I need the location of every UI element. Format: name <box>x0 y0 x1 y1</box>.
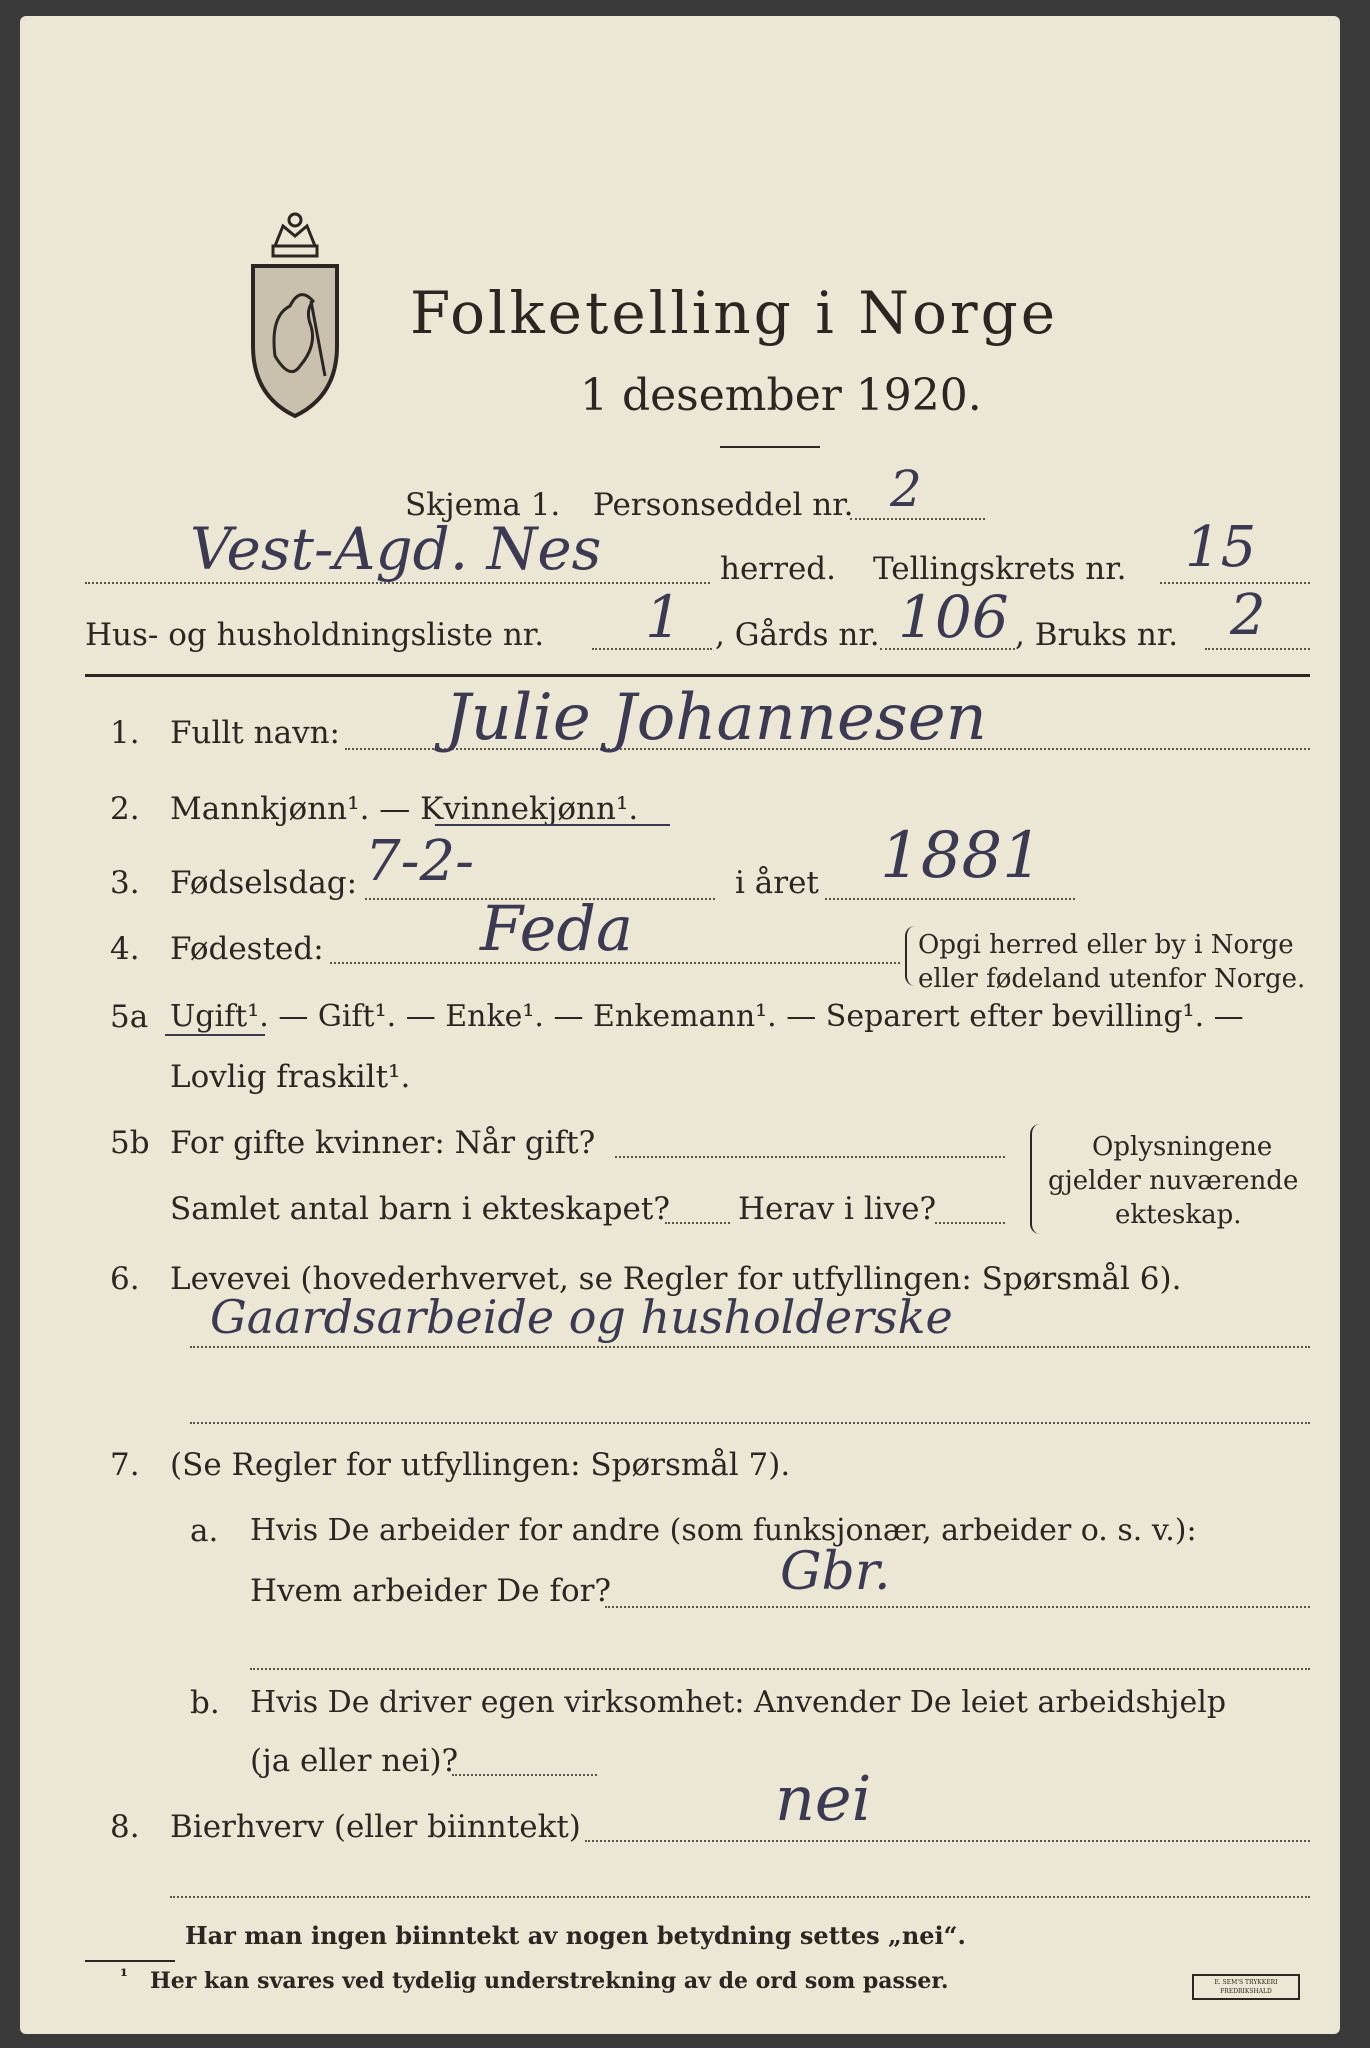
herred-value: Vest-Agd. Nes <box>190 515 602 583</box>
q7b-question: (ja eller nei)? <box>250 1743 459 1779</box>
q6-number: 6. <box>110 1261 140 1297</box>
q5a-line1: Ugift¹. — Gift¹. — Enke¹. — Enkemann¹. — Separert efter bevilling¹. — <box>170 999 1244 1034</box>
fodested-note-line2: eller fødeland utenfor Norge. <box>918 964 1306 994</box>
personseddel-value: 2 <box>890 460 922 518</box>
bierhverv-field[interactable] <box>585 1840 1310 1842</box>
live-label: Herav i live? <box>738 1191 937 1227</box>
aaret-field[interactable] <box>825 898 1075 900</box>
q5a-line2: Lovlig fraskilt¹. <box>170 1059 411 1095</box>
arbeider-for-field[interactable] <box>605 1606 1310 1608</box>
census-form <box>20 16 1340 2034</box>
q3-number: 3. <box>110 865 140 901</box>
husholdningsliste-value: 1 <box>645 583 682 651</box>
q7b-number: b. <box>190 1685 220 1721</box>
arbeider-for-field-2[interactable] <box>250 1668 1310 1670</box>
gards-label: , Gårds nr. <box>715 617 880 653</box>
tellingskrets-value: 15 <box>1185 515 1257 580</box>
fodested-note-bracket <box>905 926 915 986</box>
q1-label: Fullt navn: <box>170 715 340 751</box>
bruks-label: , Bruks nr. <box>1015 617 1179 653</box>
q3-label: Fødselsdag: <box>170 865 358 901</box>
bruks-value: 2 <box>1230 583 1266 648</box>
barn-label: Samlet antal barn i ekteskapet? <box>170 1191 670 1227</box>
kvinnekjonn-underline <box>435 824 670 826</box>
fodselsdag-value: 7-2- <box>365 829 475 894</box>
bierhverv-field-2[interactable] <box>170 1896 1310 1898</box>
q8-label: Bierhverv (eller biinntekt) <box>170 1809 581 1845</box>
aaret-label: i året <box>735 865 819 901</box>
biinntekt-note: Har man ingen biinntekt av nogen betydning settes „nei“. <box>185 1921 966 1950</box>
q5a-number: 5a <box>110 999 149 1035</box>
footnote-divider <box>85 1960 175 1962</box>
printer-stamp: E. SEM'S TRYKKERI FREDRIKSHALD <box>1192 1974 1300 2000</box>
naar-gift-field[interactable] <box>615 1156 1005 1158</box>
barn-field[interactable] <box>665 1222 730 1224</box>
q6-label: Levevei (hovederhvervet, se Regler for utfyllingen: Spørsmål 6). <box>170 1261 1182 1297</box>
gards-value: 106 <box>898 583 1009 651</box>
aaret-value: 1881 <box>880 819 1043 893</box>
q4-label: Fødested: <box>170 931 324 967</box>
q7a-number: a. <box>190 1513 219 1549</box>
q1-number: 1. <box>110 715 140 751</box>
levevei-value: Gaardsarbeide og husholderske <box>210 1290 953 1344</box>
arbeider-for-value: Gbr. <box>780 1542 891 1602</box>
fodested-note-line1: Opgi herred eller by i Norge <box>918 930 1294 960</box>
q2-label: Mannkjønn¹. — Kvinnekjønn¹. <box>170 791 639 827</box>
fullt-navn-value: Julie Johannesen <box>445 681 987 755</box>
herred-label: herred. <box>720 551 836 587</box>
header-divider <box>85 674 1310 677</box>
q7-number: 7. <box>110 1447 140 1483</box>
levevei-field-1[interactable] <box>190 1346 1310 1348</box>
q7b-label: Hvis De driver egen virksomhet: Anvender De leiet arbeidshjelp <box>250 1685 1227 1720</box>
fodested-value: Feda <box>480 892 633 965</box>
bruks-field[interactable] <box>1205 648 1310 650</box>
skjema-label: Skjema 1. <box>405 487 561 523</box>
q5b-label: For gifte kvinner: Når gift? <box>170 1125 596 1161</box>
tellingskrets-label: Tellingskrets nr. <box>873 551 1127 587</box>
arbeidshjelp-field[interactable] <box>452 1774 597 1776</box>
footnote-text: Her kan svares ved tydelig understrekning av de ord som passer. <box>150 1968 949 1994</box>
form-title: Folketelling i Norge <box>410 279 1059 347</box>
q4-number: 4. <box>110 931 140 967</box>
ekteskap-note-bracket <box>1030 1124 1042 1234</box>
footnote-mark: ¹ <box>120 1966 128 1987</box>
q5b-number: 5b <box>110 1125 150 1161</box>
q7a-label: Hvis De arbeider for andre (som funksjonær, arbeider o. s. v.): <box>250 1513 1197 1548</box>
q2-number: 2. <box>110 791 140 827</box>
bierhverv-value: nei <box>775 1762 872 1835</box>
q7a-question: Hvem arbeider De for? <box>250 1573 612 1609</box>
ekteskap-note-line2: gjelder nuværende <box>1048 1166 1299 1196</box>
form-date: 1 desember 1920. <box>580 370 982 421</box>
personseddel-label: Personseddel nr. <box>593 487 854 523</box>
live-field[interactable] <box>935 1222 1005 1224</box>
ekteskap-note-line1: Oplysningene <box>1092 1132 1273 1162</box>
title-divider <box>720 446 820 448</box>
personseddel-field[interactable] <box>850 518 985 520</box>
husholdningsliste-label: Hus- og husholdningsliste nr. <box>85 617 545 653</box>
ugift-underline <box>165 1034 265 1036</box>
levevei-field-2[interactable] <box>190 1422 1310 1424</box>
q7-label: (Se Regler for utfyllingen: Spørsmål 7). <box>170 1447 791 1483</box>
q8-number: 8. <box>110 1809 140 1845</box>
ekteskap-note-line3: ekteskap. <box>1115 1200 1242 1230</box>
coat-of-arms-icon <box>245 206 345 426</box>
